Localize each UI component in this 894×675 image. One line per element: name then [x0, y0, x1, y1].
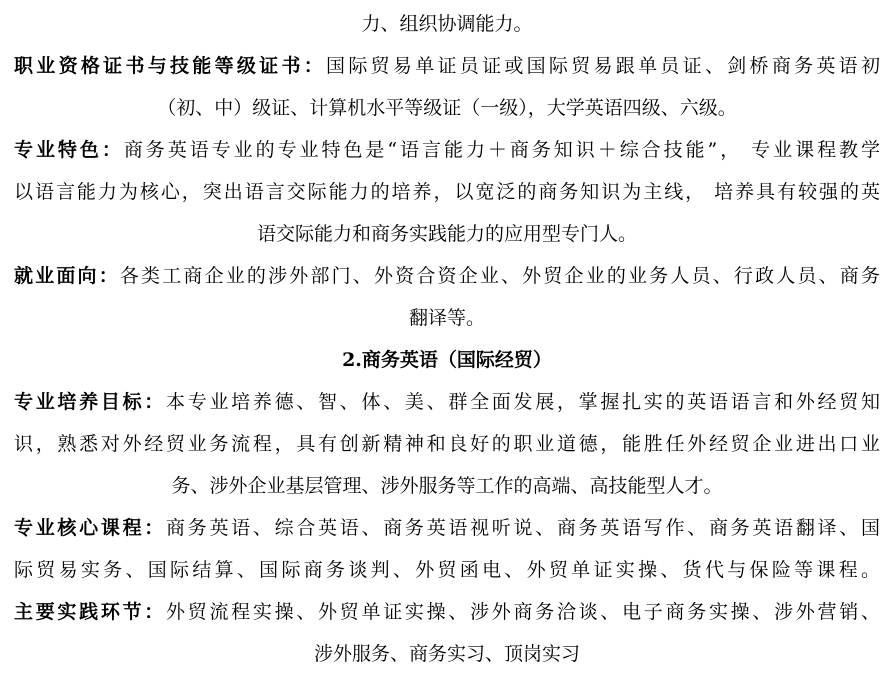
text: 涉外服务、商务实习、顶岗实习	[313, 643, 580, 665]
practice-paragraph-line-2	[14, 633, 880, 675]
goal-paragraph-line-1	[14, 381, 880, 423]
text: 商务英语、综合英语、商务英语视听说、商务英语写作、商务英语翻译、国	[166, 517, 880, 539]
employ-label: 就业面向：	[14, 265, 120, 287]
text: 翻译等。	[408, 307, 485, 329]
text: 以语言能力为核心，突出语言交际能力的培养，以宽泛的商务知识为主线， 培养具有较强的英	[14, 181, 880, 203]
text: 各类工商企业的涉外部门、外资合资企业、外贸企业的业务人员、行政人员、商务	[119, 265, 880, 287]
text: 务、涉外企业基层管理、涉外服务等工作的高端、高技能型人才。	[171, 475, 723, 497]
practice-label: 主要实践环节：	[14, 601, 167, 623]
practice-paragraph-line-1	[14, 591, 880, 633]
text: 力、组织协调能力。	[361, 13, 533, 35]
text: （初、中）级证、计算机水平等级证（一级），大学英语四级、六级。	[157, 97, 737, 119]
section-title-text: 2.商务英语（国际经贸）	[342, 349, 552, 371]
core-paragraph-line-1	[14, 507, 880, 549]
core-label: 专业核心课程：	[14, 517, 167, 539]
feature-label: 专业特色：	[14, 139, 124, 161]
cert-label: 职业资格证书与技能等级证书：	[14, 55, 327, 77]
employ-paragraph-line-2	[14, 297, 880, 339]
goal-paragraph-line-3	[14, 465, 880, 507]
section-title	[14, 339, 880, 381]
feature-paragraph-line-3	[14, 213, 880, 255]
text: 际贸易实务、国际结算、国际商务谈判、外贸函电、外贸单证实操、货代与保险等课程。	[14, 559, 880, 581]
goal-paragraph-line-2	[14, 423, 880, 465]
text: 商务英语专业的专业特色是“语言能力＋商务知识＋综合技能”， 专业课程教学	[123, 139, 880, 161]
text: 识，熟悉对外经贸业务流程，具有创新精神和良好的职业道德，能胜任外经贸企业进出口业	[14, 433, 880, 455]
cert-paragraph-line-1	[14, 45, 880, 87]
goal-label: 专业培养目标：	[14, 391, 167, 413]
feature-paragraph-line-2	[14, 171, 880, 213]
core-paragraph-line-2	[14, 549, 880, 591]
employ-paragraph-line-1	[14, 255, 880, 297]
text: 国际贸易单证员证或国际贸易跟单员证、剑桥商务英语初	[326, 55, 880, 77]
feature-paragraph-line-1	[14, 129, 880, 171]
text: 外贸流程实操、外贸单证实操、涉外商务洽谈、电子商务实操、涉外营销、	[166, 601, 880, 623]
cert-paragraph-line-2	[14, 87, 880, 129]
text: 本专业培养德、智、体、美、群全面发展，掌握扎实的英语语言和外经贸知	[166, 391, 880, 413]
text: 语交际能力和商务实践能力的应用型专门人。	[256, 223, 637, 245]
paragraph-line	[14, 3, 880, 45]
